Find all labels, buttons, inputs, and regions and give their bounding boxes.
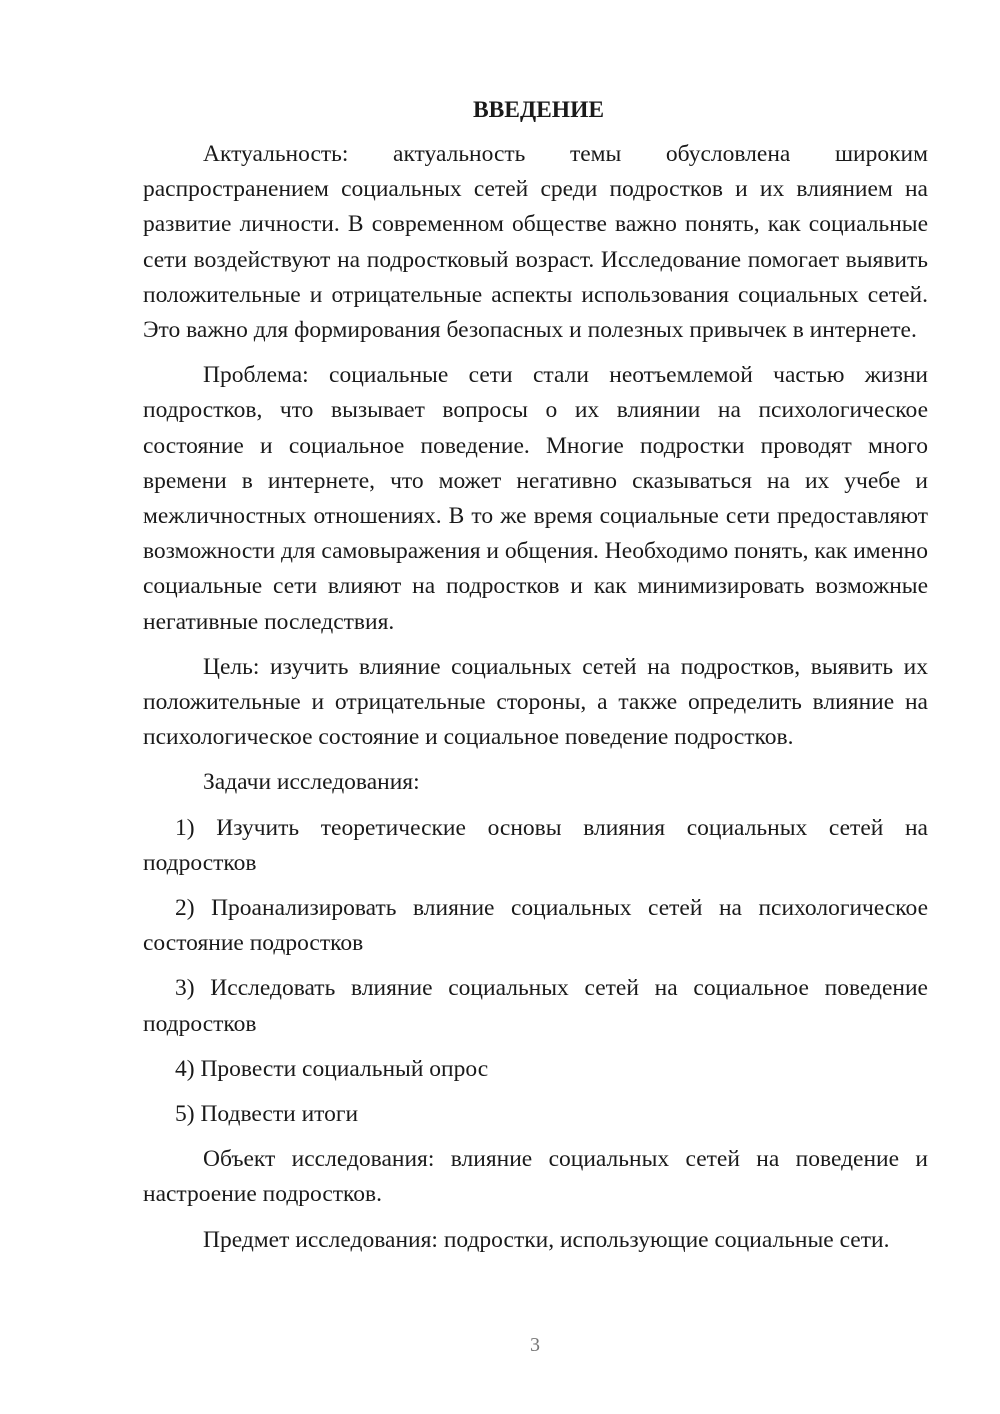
- task-item-3: 3) Исследовать влияние социальных сетей на социальное поведение подростков: [143, 975, 928, 1037]
- page-number: 3: [530, 1334, 540, 1356]
- subject-paragraph: Предмет исследования: подростки, использующие социальные сети.: [203, 1226, 890, 1253]
- relevance-paragraph: Актуальность: актуальность темы обусловлена широким распространением социальных сетей среди подростков и их влиянием на развитие личности. В современном обществе важно понять, как социальные сети воздействуют на подростковый возраст. Исследование помогает выявить положительные и отрицательные аспекты использования социальных сетей. Это важно для формирования безопасных и полезных привычек в интернете.: [143, 141, 928, 344]
- task-item-4: 4) Провести социальный опрос: [175, 1055, 489, 1082]
- tasks-label: Задачи исследования:: [203, 769, 420, 796]
- task-item-1: 1) Изучить теоретические основы влияния социальных сетей на подростков: [143, 814, 928, 876]
- page-heading: ВВЕДЕНИЕ: [472, 97, 605, 123]
- task-item-2: 2) Проанализировать влияние социальных сетей на психологическое состояние подростков: [143, 895, 928, 957]
- object-paragraph: Объект исследования: влияние социальных сетей на поведение и настроение подростков.: [143, 1146, 928, 1208]
- problem-paragraph: Проблема: социальные сети стали неотъемлемой частью жизни подростков, что вызывает вопросы о их влиянии на психологическое состояние и социальное поведение. Многие подростки проводят много времени в интернете, что может негативно сказываться на их учебе и межличностных отношениях. В то же время социальные сети предоставляют возможности для самовыражения и общения. Необходимо понять, как именно социальные сети влияют на подростков и как минимизировать возможные негативные последствия.: [143, 362, 928, 635]
- page-body: [143, 95, 928, 1268]
- task-item-5: 5) Подвести итоги: [175, 1101, 359, 1128]
- goal-paragraph: Цель: изучить влияние социальных сетей на подростков, выявить их положительные и отрицательные стороны, а также определить влияние на психологическое состояние и социальное поведение подростков.: [143, 653, 928, 751]
